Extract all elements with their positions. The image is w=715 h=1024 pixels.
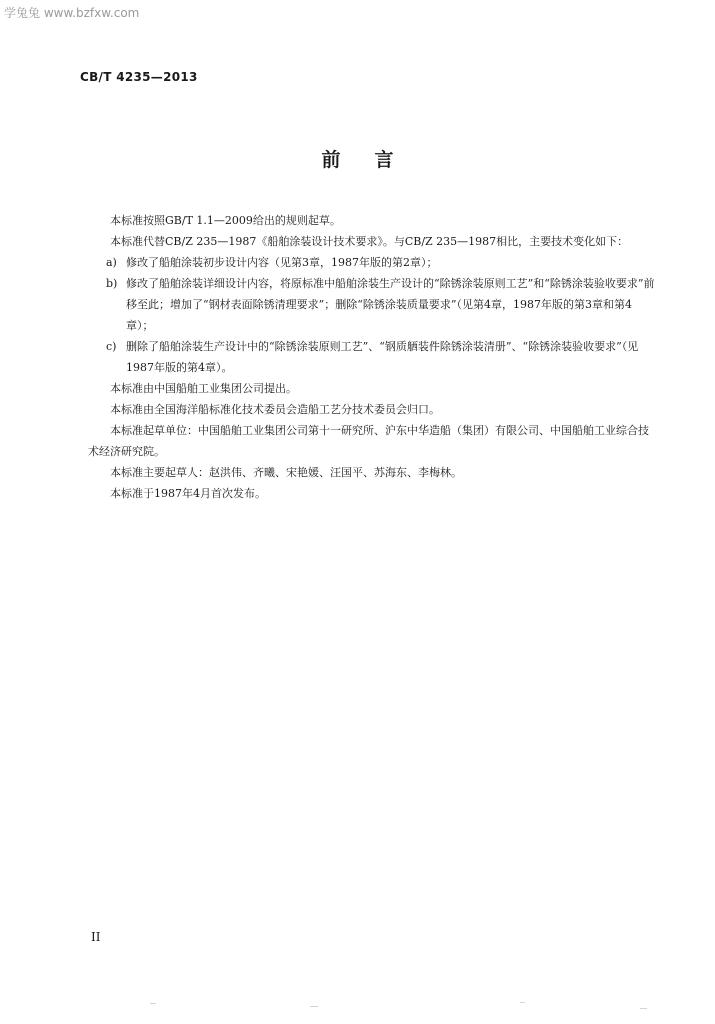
page-title: 前言 xyxy=(321,149,428,171)
scan-noise xyxy=(640,1008,647,1009)
change-item-c xyxy=(88,336,656,378)
item-label: a) xyxy=(106,256,117,269)
change-item-a xyxy=(88,252,656,273)
paragraph-replacement: 本标准代替CB/Z 235—1987《船舶涂装设计技术要求》。与CB/Z 235—1987相比，主要技术变化如下： xyxy=(110,235,629,248)
page-number: II xyxy=(91,930,101,944)
change-item-b xyxy=(88,273,656,336)
watermark: 学兔兔 www.bzfxw.com xyxy=(4,6,140,20)
standard-number: CB/T 4235—2013 xyxy=(80,70,198,84)
paragraph-drafting-units: 本标准起草单位：中国船舶工业集团公司第十一研究所、沪东中华造船（集团）有限公司、中国船舶工业综合技术经济研究院。 xyxy=(88,424,649,458)
scan-noise xyxy=(310,1006,318,1007)
item-label: b) xyxy=(106,277,118,290)
paragraph-proposer: 本标准由中国船舶工业集团公司提出。 xyxy=(110,382,297,395)
paragraph-drafters: 本标准主要起草人：赵洪伟、齐曦、宋艳媛、汪国平、苏海东、李梅林。 xyxy=(110,466,462,479)
scan-noise xyxy=(150,1003,156,1004)
item-text: 修改了船舶涂装初步设计内容（见第3章，1987年版的第2章）； xyxy=(126,256,438,269)
item-text: 修改了船舶涂装详细设计内容，将原标准中船舶涂装生产设计的“除锈涂装原则工艺”和“除锈涂装验收要求”前移至此；增加了“钢材表面除锈清理要求”；删除“除锈涂装质量要求”（见第4章，1987年版的第3章和第4章）； xyxy=(126,277,655,332)
item-label: c) xyxy=(106,340,117,353)
scan-noise xyxy=(520,1002,525,1003)
paragraph-committee: 本标准由全国海洋船标准化技术委员会造船工艺分技术委员会归口。 xyxy=(110,403,440,416)
foreword-body xyxy=(88,210,656,504)
item-text: 删除了船舶涂装生产设计中的“除锈涂装原则工艺”、“钢质舾装件除锈涂装清册”、“除锈涂装验收要求”（见1987年版的第4章）。 xyxy=(126,340,639,374)
paragraph-first-release: 本标准于1987年4月首次发布。 xyxy=(110,487,266,500)
paragraph-drafting-rules: 本标准按照GB/T 1.1—2009给出的规则起草。 xyxy=(110,214,341,227)
